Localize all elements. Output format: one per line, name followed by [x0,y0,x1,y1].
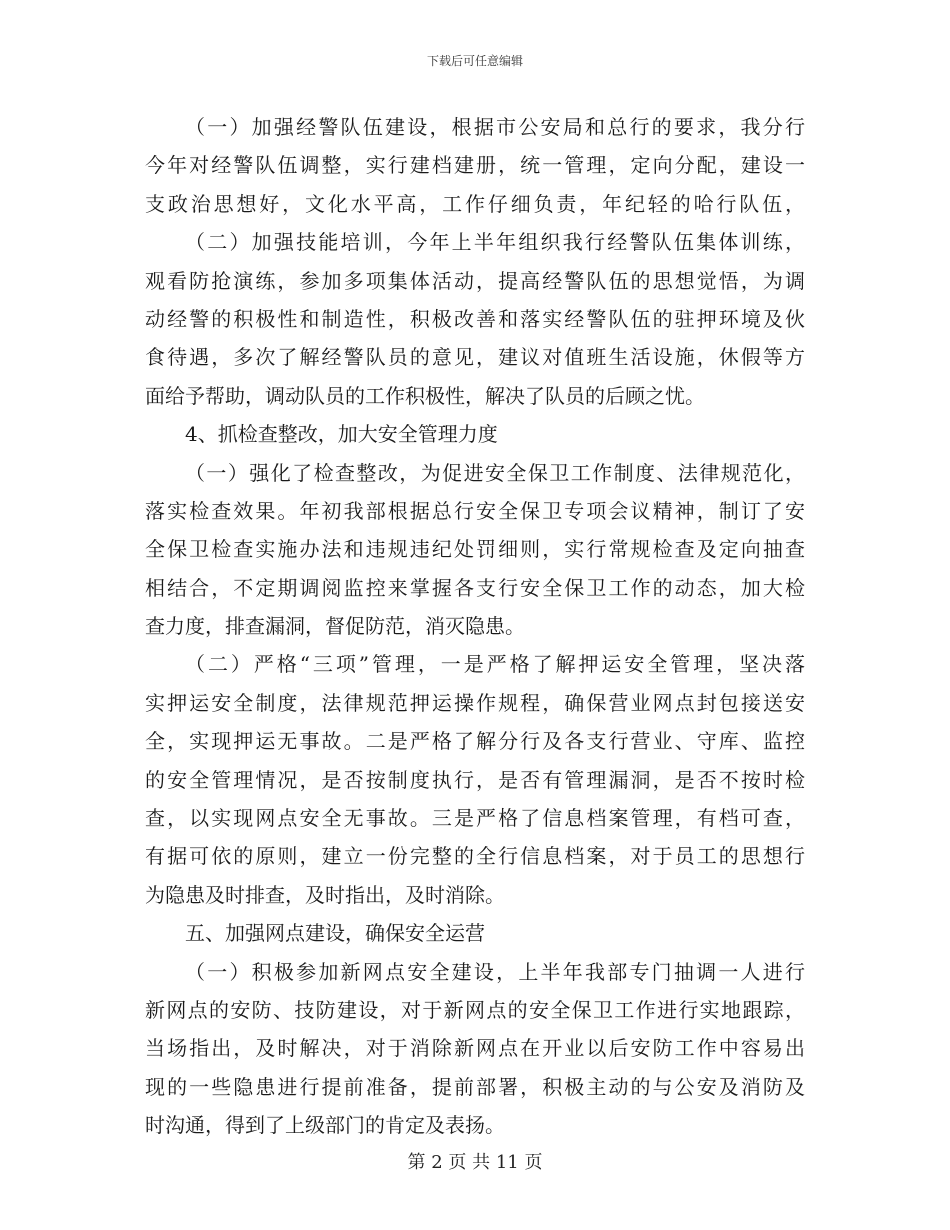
text-line: 相结合，不定期调阅监控来掌握各支行安全保卫工作的动态，加大检 [145,575,805,600]
text-line: 实押运安全制度，法律规范押运操作规程，确保营业网点封包接送安 [145,690,805,715]
text-line: （一）强化了检查整改，为促进安全保卫工作制度、法律规范化， [185,460,805,485]
text-line: （二）加强技能培训，今年上半年组织我行经警队伍集体训练， [185,230,805,255]
text-line: 面给予帮助，调动队员的工作积极性，解决了队员的后顾之忧。 [145,383,705,408]
text-line: （一）加强经警队伍建设，根据市公安局和总行的要求，我分行 [185,115,805,139]
text-line: 4、抓检查整改，加大安全管理力度 [185,422,498,447]
text-line: 五、加强网点建设，确保安全运营 [185,921,485,946]
text-line: 新网点的安防、技防建设，对于新网点的安全保卫工作进行实地跟踪， [145,997,805,1022]
text-line: 的安全管理情况，是否按制度执行，是否有管理漏洞，是否不按时检 [145,767,805,792]
text-line: 全，实现押运无事故。二是严格了解分行及各支行营业、守库、监控 [145,729,805,754]
text-line: 落实检查效果。年初我部根据总行安全保卫专项会议精神，制订了安 [145,498,805,523]
text-line: 为隐患及时排查，及时指出，及时消除。 [145,882,505,907]
text-line: 当场指出，及时解决，对于消除新网点在开业以后安防工作中容易出 [145,1036,805,1061]
text-line: 现的一些隐患进行提前准备，提前部署，积极主动的与公安及消防及 [145,1074,805,1099]
text-line: 有据可依的原则，建立一份完整的全行信息档案，对于员工的思想行 [145,844,805,869]
text-line: 查，以实现网点安全无事故。三是严格了信息档案管理，有档可查， [145,806,805,831]
text-line: 食待遇，多次了解经警队员的意见，建议对值班生活设施，休假等方 [145,345,805,370]
page-header: 下载后可任意编辑 [426,54,523,68]
text-line: 查力度，排查漏洞，督促防范，消灭隐患。 [145,614,525,639]
text-line: 动经警的积极性和制造性，积极改善和落实经警队伍的驻押环境及伙 [145,306,805,331]
document-body [145,108,805,1145]
page-footer: 第 2 页 共 11 页 [407,1152,543,1173]
text-line: 全保卫检查实施办法和违规违纪处罚细则，实行常规检查及定向抽查 [145,537,805,562]
text-line: （一）积极参加新网点安全建设，上半年我部专门抽调一人进行 [185,959,805,984]
text-line: （二）严格“三项”管理，一是严格了解押运安全管理，坚决落 [185,652,805,677]
text-line: 时沟通，得到了上级部门的肯定及表扬。 [145,1113,505,1138]
text-line: 支政治思想好，文化水平高，工作仔细负责，年纪轻的哈行队伍， [145,191,805,216]
text-line: 观看防抢演练，参加多项集体活动，提高经警队伍的思想觉悟，为调 [145,268,805,293]
text-line: 今年对经警队伍调整，实行建档建册，统一管理，定向分配，建设一 [145,153,805,178]
